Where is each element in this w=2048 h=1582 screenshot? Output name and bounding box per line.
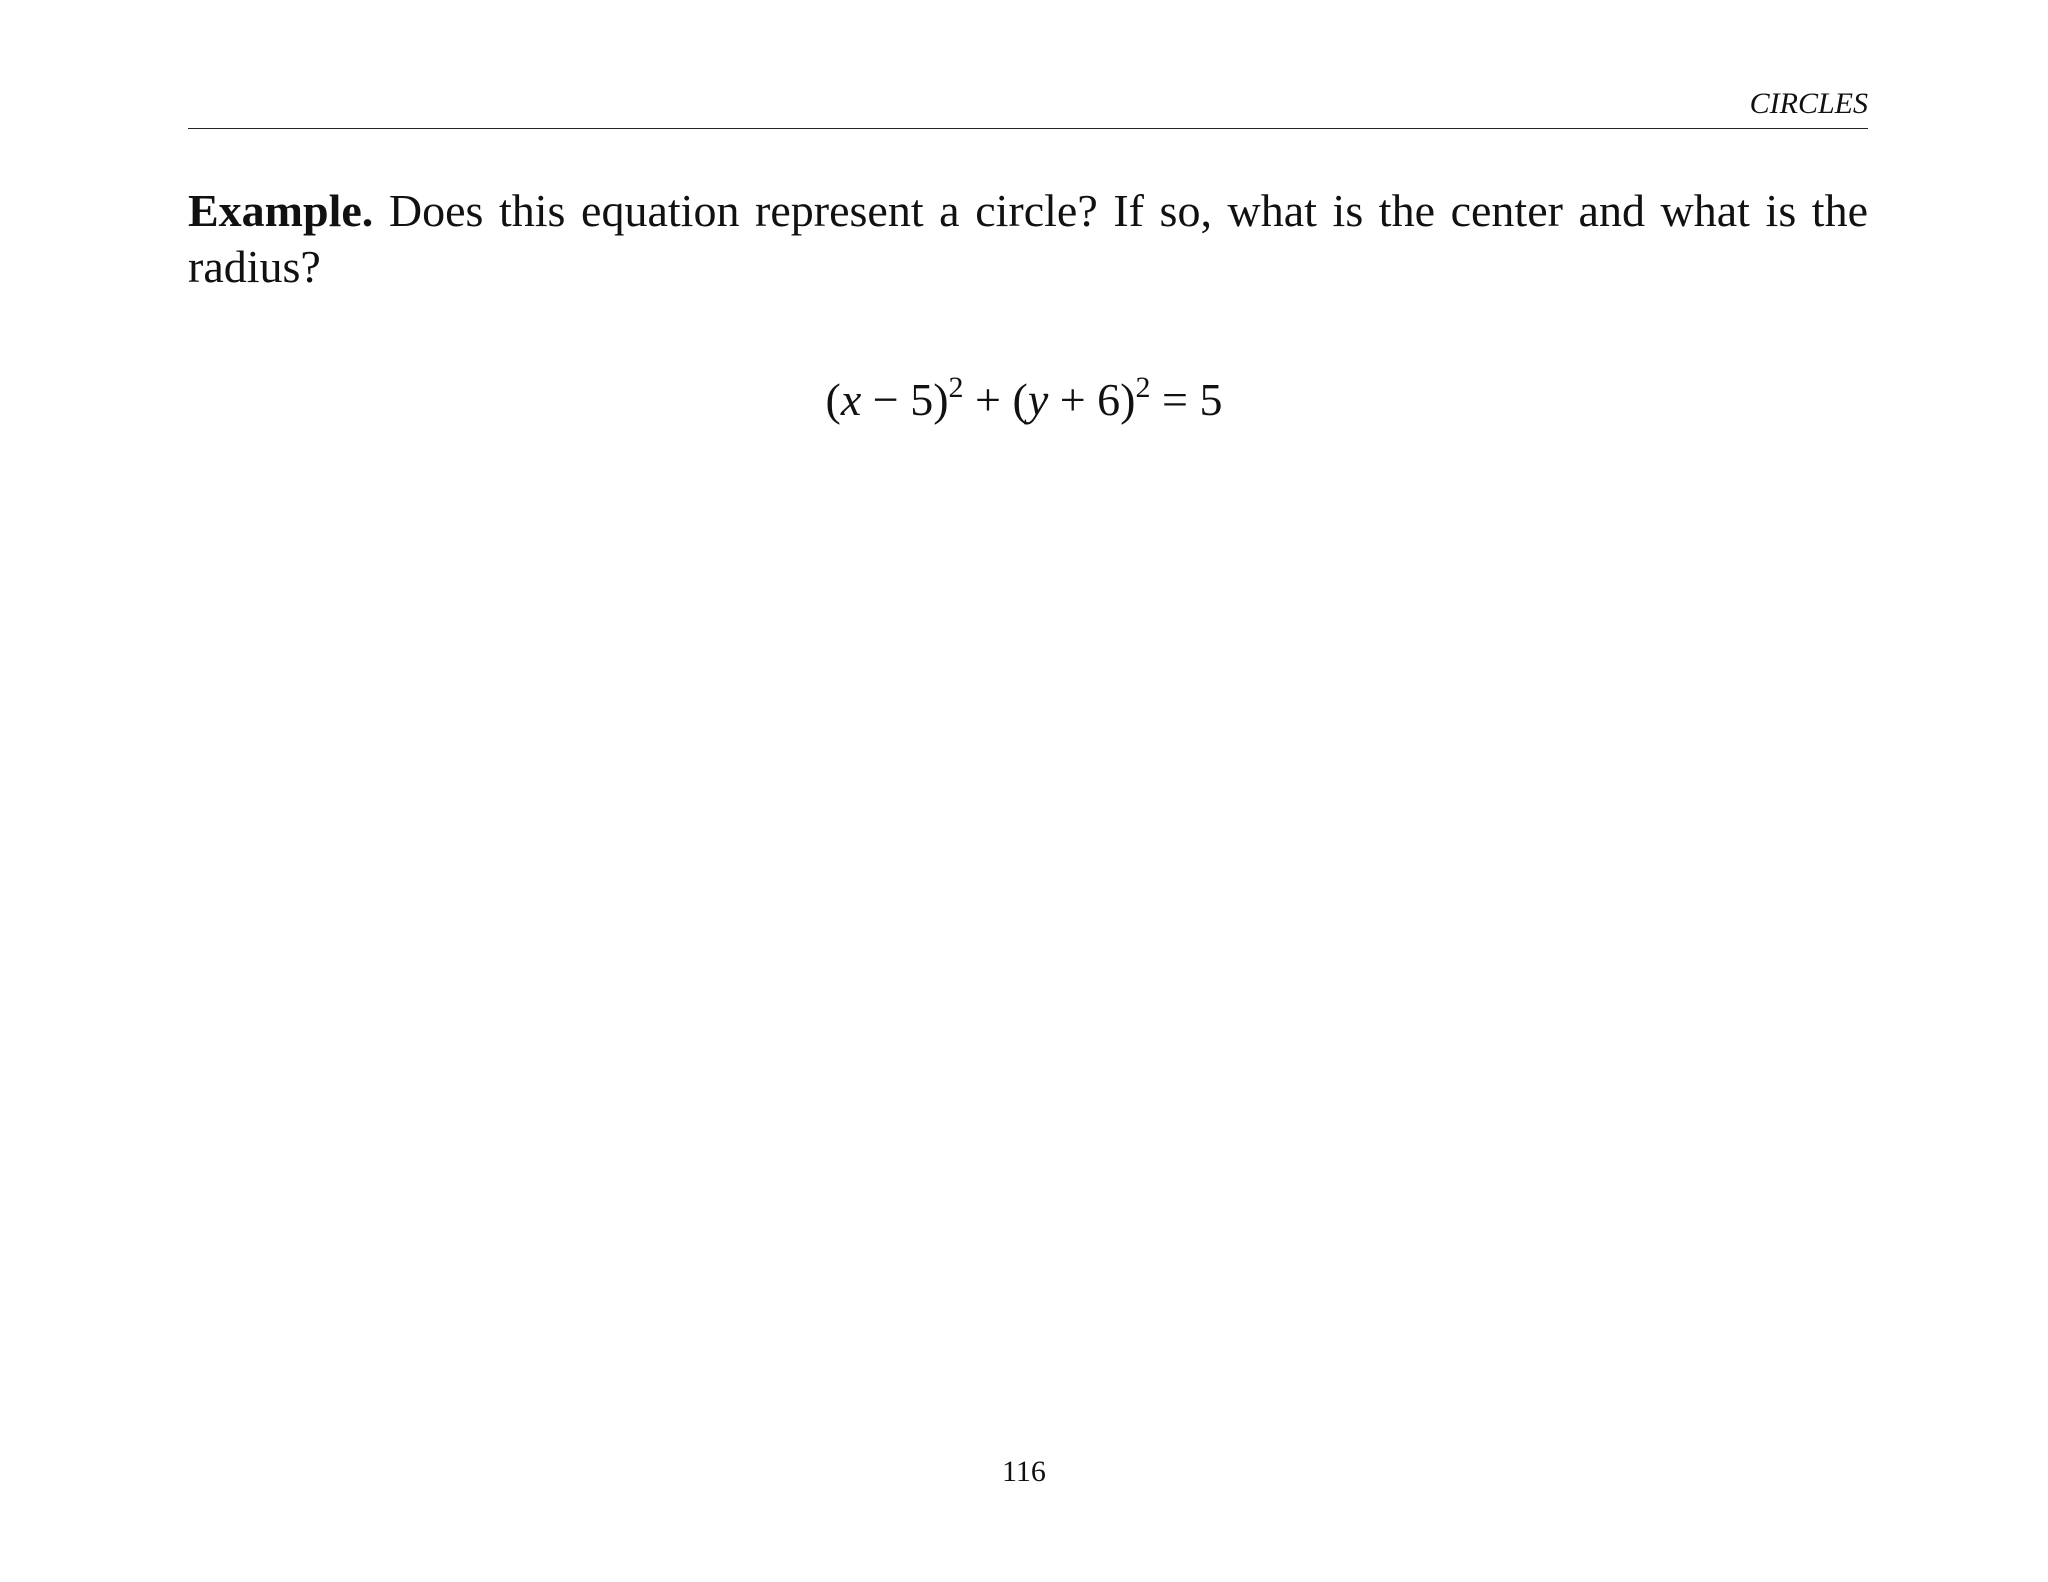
header-rule [188,128,1868,129]
equation-term-x: − 5) [861,374,949,425]
equation-term-y: + 6) [1048,374,1136,425]
equation-variable-x: x [840,374,862,425]
equation-open-paren: ( [825,374,841,425]
equation-rhs: = 5 [1150,374,1223,425]
example-problem [188,183,1868,295]
circle-equation [0,372,2048,428]
example-question: Does this equation represent a circle? If so, what is the center and what is the radius? [188,185,1869,292]
equation-exponent-x: 2 [948,371,964,404]
running-header: CIRCLES [1749,87,1868,120]
example-label: Example. [188,185,374,236]
equation-exponent-y: 2 [1135,371,1151,404]
equation-plus: + ( [963,374,1028,425]
equation-variable-y: y [1027,374,1049,425]
page-number: 116 [1002,1455,1046,1488]
